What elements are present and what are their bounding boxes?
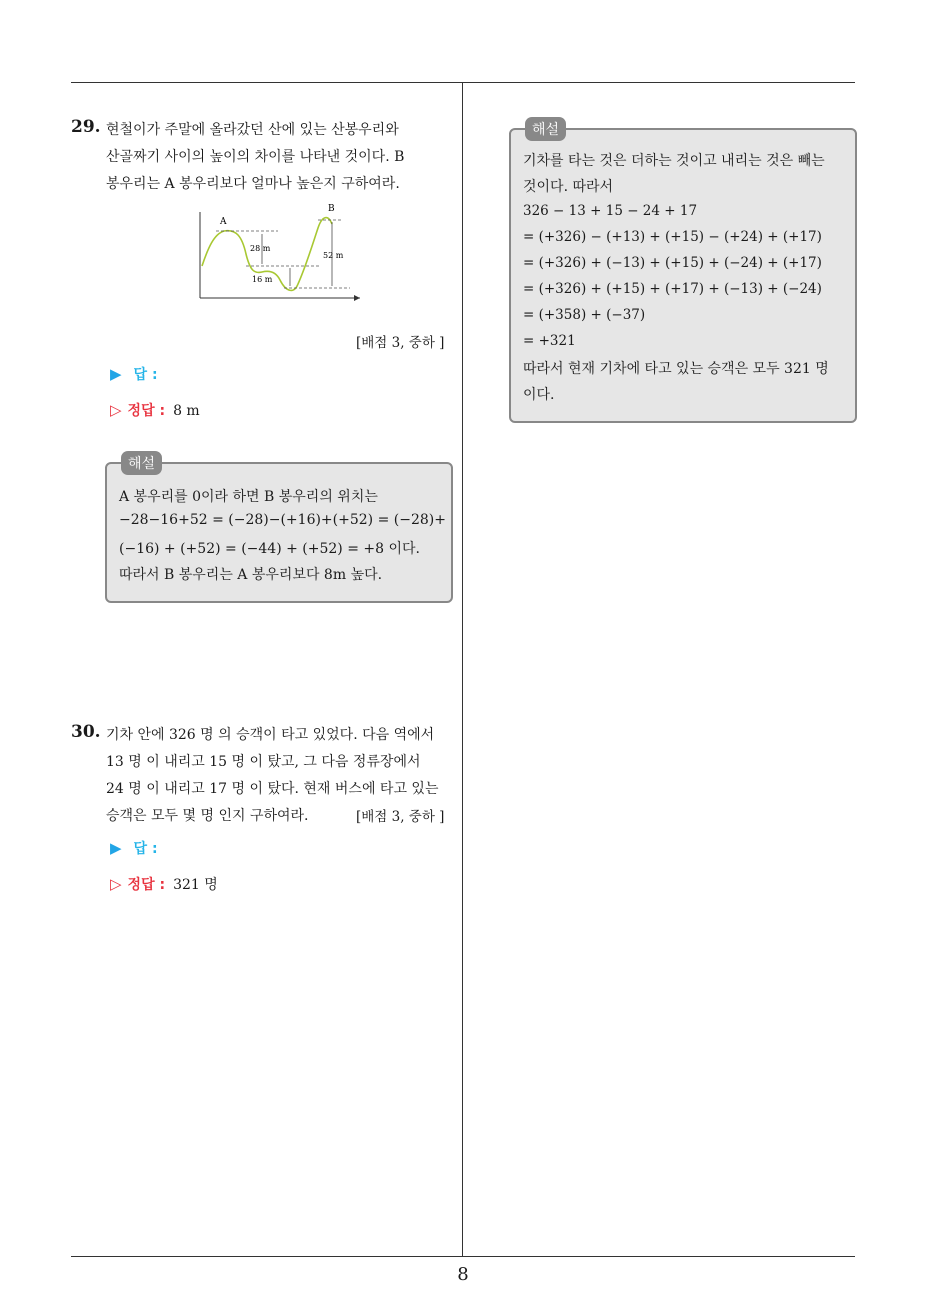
mountain-figure — [190, 198, 370, 306]
triangle-outline-icon: ▷ — [110, 401, 122, 419]
question-text-line: 현철이가 주말에 올라갔던 산에 있는 산봉우리와 — [106, 122, 399, 138]
explanation-math-line: = (+326) + (+15) + (+17) + (−13) + (−24) — [523, 281, 822, 297]
triangle-play-icon: ▶ — [110, 839, 122, 857]
question-text-line: 산골짜기 사이의 높이의 차이를 나타낸 것이다. B — [106, 149, 405, 165]
correct-answer-row — [110, 400, 200, 420]
explanation-tag: 해설 — [525, 117, 566, 141]
explanation-line: 것이다. 따라서 — [523, 179, 614, 195]
header-rule — [71, 82, 855, 83]
explanation-math-line: = (+326) + (−13) + (+15) + (−24) + (+17) — [523, 255, 822, 271]
correct-answer-row — [110, 874, 218, 894]
label-b: B — [328, 204, 335, 214]
explanation-line: −28−16+52 = (−28)−(+16)+(+52) = (−28)+ — [119, 512, 446, 528]
footer-rule — [71, 1256, 855, 1257]
explanation-line: 기차를 타는 것은 더하는 것이고 내리는 것은 빼는 — [523, 153, 825, 169]
x-axis-arrow — [354, 295, 360, 301]
question-number: 30. — [71, 722, 101, 742]
label-a: A — [220, 217, 227, 227]
explanation-line: A 봉우리를 0이라 하면 B 봉우리의 위치는 — [119, 489, 378, 505]
triangle-outline-icon: ▷ — [110, 875, 122, 893]
explanation-box — [509, 122, 857, 423]
column-divider — [462, 83, 463, 1257]
answer-label: 답 : — [133, 841, 158, 857]
label-52m: 52 m — [323, 251, 344, 260]
question-text-line: 24 명 이 내리고 17 명 이 탔다. 현재 버스에 타고 있는 — [106, 781, 439, 797]
answer-row — [110, 364, 158, 384]
question-text-line: 승객은 모두 몇 명 인지 구하여라. — [106, 808, 309, 824]
explanation-math-line: = +321 — [523, 333, 576, 349]
explanation-line: 따라서 현재 기차에 타고 있는 승객은 모두 321 명 — [523, 361, 829, 377]
question-number: 29. — [71, 117, 101, 137]
score-meta: [배점 3, 중하 ] — [356, 809, 445, 825]
correct-answer-value: 321 명 — [173, 877, 218, 893]
label-28m: 28 m — [250, 244, 271, 253]
correct-answer-label: 정답 : — [127, 403, 166, 419]
explanation-box — [105, 456, 453, 603]
correct-answer-value: 8 m — [173, 403, 200, 419]
score-meta: [배점 3, 중하 ] — [356, 335, 445, 351]
question-text-line: 13 명 이 내리고 15 명 이 탔고, 그 다음 정류장에서 — [106, 754, 421, 770]
question-text-line: 봉우리는 A 봉우리보다 얼마나 높은지 구하여라. — [106, 176, 400, 192]
triangle-play-icon: ▶ — [110, 365, 122, 383]
explanation-line: 이다. — [523, 387, 555, 403]
answer-row — [110, 838, 158, 858]
page-number: 8 — [457, 1264, 469, 1285]
explanation-line: (−16) + (+52) = (−44) + (+52) = +8 이다. — [119, 541, 420, 557]
explanation-math-line: = (+358) + (−37) — [523, 307, 646, 323]
correct-answer-label: 정답 : — [127, 877, 166, 893]
explanation-tag: 해설 — [121, 451, 162, 475]
explanation-math-line: = (+326) − (+13) + (+15) − (+24) + (+17) — [523, 229, 822, 245]
explanation-line: 따라서 B 봉우리는 A 봉우리보다 8m 높다. — [119, 567, 383, 583]
question-text-line: 기차 안에 326 명 의 승객이 타고 있었다. 다음 역에서 — [106, 727, 435, 743]
explanation-math-line: 326 − 13 + 15 − 24 + 17 — [523, 203, 698, 219]
answer-label: 답 : — [133, 367, 158, 383]
label-16m: 16 m — [252, 275, 273, 284]
